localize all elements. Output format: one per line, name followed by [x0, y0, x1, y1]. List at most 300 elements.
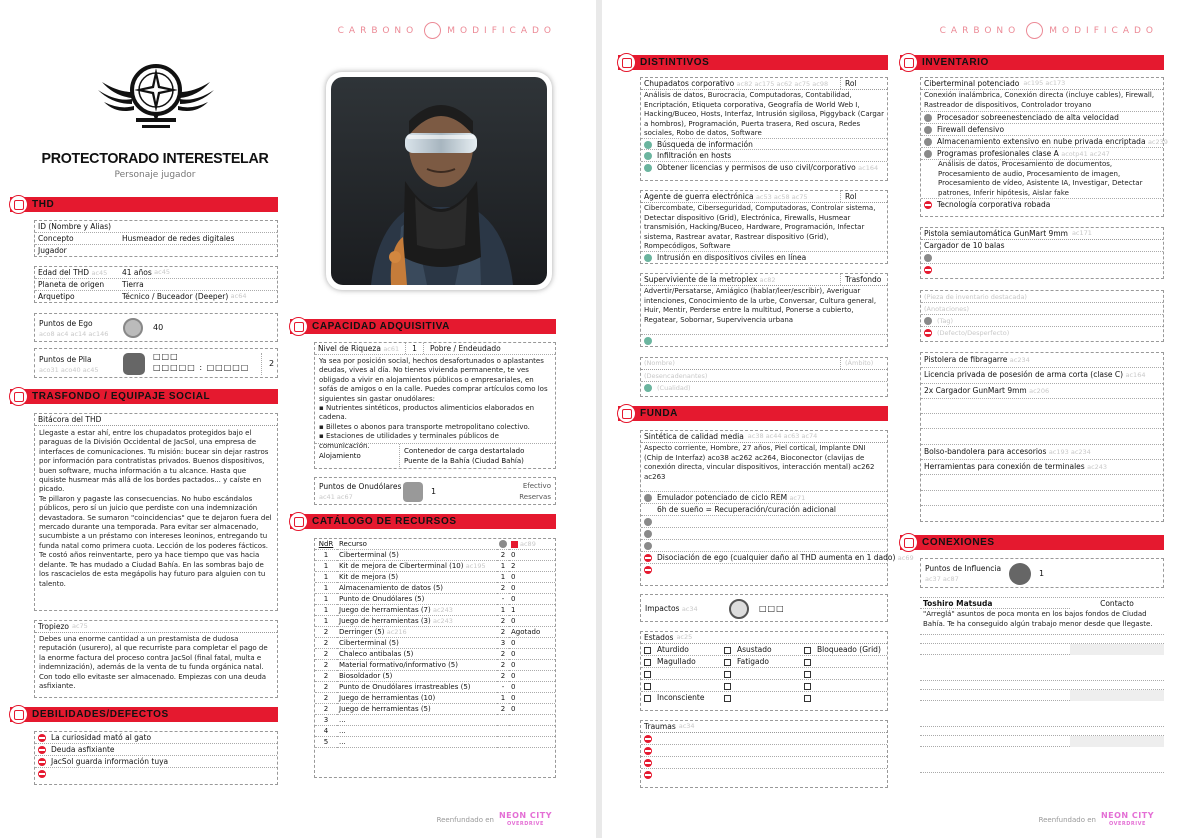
checkbox[interactable] — [804, 683, 811, 690]
item-text: Pistolera de fibragarre — [924, 355, 1008, 364]
inventario-item[interactable] — [921, 429, 1163, 444]
section-capacidad — [290, 319, 556, 334]
pistola-item[interactable] — [921, 240, 1163, 252]
item-annot-field[interactable] — [921, 303, 1163, 315]
row-ndr: 1 — [315, 616, 337, 627]
catalogo-row[interactable] — [315, 660, 555, 671]
recurso-name: Derringer (5) — [339, 628, 385, 636]
defect-icon — [924, 329, 932, 337]
riqueza-bullet: ▪ Estaciones de utilidades y terminales públicos de comunicación. — [319, 432, 499, 450]
distintivo-name: Chupadatos corporativo — [644, 79, 735, 88]
item-name: Pistola semiautomática GunMart 9mm — [924, 229, 1068, 238]
distintivo-desencadenantes[interactable] — [641, 370, 887, 382]
checkbox[interactable] — [724, 671, 731, 678]
estados-row — [641, 680, 887, 692]
influencia-value[interactable]: 1 — [1039, 569, 1045, 578]
thd-row-value: Tierra — [122, 280, 144, 289]
debilidad-item[interactable] — [35, 744, 277, 756]
distintivo-item[interactable] — [641, 334, 887, 346]
catalogo-row[interactable] — [315, 704, 555, 715]
impactos-boxes[interactable]: □□□ — [759, 604, 785, 613]
footer-text: Reenfundado en — [436, 815, 494, 824]
distintivo-desc: Cibercombate, Ciberseguridad, Computadoras, Controlar sistema, Detectar dispositivo (Grid), Electrónica, Firewalls, Husmear transmisión, Hacking/Buceo, Hardware, Programación, Infectar sistema, Rastrear avatar, Rastrear dispositivo (Grid), Rompecódigos, Software — [644, 204, 876, 250]
inventario-item[interactable] — [921, 384, 1163, 399]
col-agotado — [509, 539, 555, 550]
tropiezo-text: Debes una enorme cantidad a un prestamista de dudosa reputación (usurero), al que recurriste para completar el pago de la enorme factura del proceso contra JacSol (final fatal, multa e indemnización), además de la venta de tu funda orgánica natal. Con todo ello evitaste ser almacenado. Empiezas con una deuda asfixiante. — [39, 635, 268, 691]
ref-code: ac45 — [154, 268, 170, 276]
distintivo-item[interactable] — [641, 382, 887, 394]
thd-row-jugador[interactable] — [35, 245, 277, 257]
onudolares-label: Puntos de Onudólares — [319, 482, 402, 491]
pila-label: Puntos de Pila — [39, 355, 92, 364]
inventario-item[interactable] — [921, 506, 1163, 521]
checkbox[interactable] — [644, 695, 651, 702]
distintivo-item[interactable] — [641, 251, 887, 263]
inventario-item[interactable] — [921, 491, 1163, 506]
onudolares-value[interactable]: 1 — [431, 487, 437, 496]
catalogo-row[interactable] — [315, 550, 555, 561]
item-text: Infiltración en hosts — [657, 151, 732, 160]
checkbox[interactable] — [644, 647, 651, 654]
distintivo-header[interactable] — [641, 191, 887, 203]
gear-icon — [924, 150, 932, 158]
bitacora-box[interactable] — [34, 413, 278, 611]
row-recurso — [337, 660, 497, 671]
ref-code: ac61 — [383, 345, 400, 353]
estado-cell[interactable] — [724, 668, 804, 679]
row-ndr: 4 — [315, 726, 337, 737]
row-recurso — [337, 715, 497, 726]
ref-code: ac243 — [1087, 463, 1108, 472]
bitacora-label: Bitácora del THD — [38, 415, 102, 424]
checkbox[interactable] — [804, 647, 811, 654]
alojamiento-line: Puente de la Bahía (Ciudad Bahía) — [404, 457, 524, 465]
plus-icon — [644, 254, 652, 262]
item-text: 6h de sueño = Recuperación/curación adicional — [657, 505, 836, 514]
row-gear: 2 — [497, 583, 509, 594]
impactos-box — [640, 594, 888, 622]
distintivo-item[interactable] — [641, 138, 887, 150]
row-gear: 2 — [497, 704, 509, 715]
item-name-field[interactable] — [921, 291, 1163, 303]
row-gear: - — [497, 594, 509, 605]
inventario-item[interactable] — [921, 460, 1163, 475]
row-gear: 2 — [497, 627, 509, 638]
row-agotado: 0 — [509, 682, 555, 693]
estado-label: Magullado — [657, 657, 696, 666]
contact-name — [920, 644, 1070, 655]
ref-code: ac69 — [897, 554, 914, 562]
pistola-items — [921, 240, 1163, 276]
row-recurso — [337, 682, 497, 693]
contact-desc — [920, 701, 1164, 703]
estado-cell[interactable] — [804, 680, 884, 691]
thd-row-edad[interactable] — [35, 267, 277, 279]
catalogo-row[interactable] — [315, 649, 555, 660]
contact-card[interactable] — [920, 735, 1164, 773]
debilidad-item[interactable] — [35, 768, 277, 780]
faction-title: PROTECTORADO INTERESTELAR — [41, 150, 269, 167]
thd-row-value: 41 años — [122, 268, 152, 277]
thd-row-id[interactable] — [35, 221, 277, 233]
row-ndr: 2 — [315, 693, 337, 704]
catalogo-row[interactable] — [315, 638, 555, 649]
distintivo-block — [640, 77, 888, 181]
contact-card[interactable] — [920, 597, 1164, 635]
catalogo-row[interactable] — [315, 715, 555, 726]
distintivo-header[interactable] — [641, 358, 887, 370]
ref-code: ac171 — [1071, 229, 1092, 237]
col-ndr: NdR — [315, 539, 337, 550]
inventario-list-box — [920, 352, 1164, 522]
inventario-item[interactable] — [921, 368, 1163, 383]
row-agotado: 0 — [509, 616, 555, 627]
row-agotado: 1 — [509, 605, 555, 616]
estado-cell[interactable] — [724, 692, 804, 704]
contact-card[interactable] — [920, 643, 1164, 681]
trauma-item[interactable] — [641, 733, 887, 745]
pila-value[interactable]: 2 — [269, 359, 275, 368]
section-title: FUNDA — [640, 408, 678, 419]
pila-boxes-long[interactable]: □□□□□ : □□□□□ — [153, 363, 250, 372]
network-icon — [1009, 563, 1031, 585]
recurso-name: Biosoldador (5) — [339, 672, 393, 680]
brand-hex-icon — [1026, 22, 1043, 39]
estado-label: Bloqueado (Grid) — [817, 645, 881, 654]
trauma-icon — [644, 735, 652, 743]
item-text: Tecnología corporativa robada — [937, 200, 1051, 209]
estado-label: Fatigado — [737, 657, 769, 666]
funda-item[interactable] — [641, 540, 887, 552]
row-ndr: 1 — [315, 550, 337, 561]
inventario-item[interactable] — [921, 475, 1163, 490]
plus-icon — [644, 152, 652, 160]
row-gear: 2 — [497, 616, 509, 627]
influencia-box — [920, 558, 1164, 588]
ref-code: ac41 ac67 — [319, 493, 353, 501]
bitacora-text — [35, 426, 277, 591]
row-ndr: 2 — [315, 704, 337, 715]
funda-item[interactable] — [641, 528, 887, 540]
bitacora-header — [35, 414, 277, 426]
impactos-label: Impactos — [645, 604, 680, 613]
ciberterminal-item[interactable] — [921, 136, 1168, 148]
debilidades-box — [34, 731, 278, 785]
pila-points-box — [34, 348, 278, 378]
catalogo-row[interactable] — [315, 583, 555, 594]
estados-row — [641, 668, 887, 680]
bitacora-paragraph: Llegaste a estar ahí, entre los chupadatos protegidos bajo el paraguas de la División Occidental de JacSol, una empresa de interfaces de comunicaciones. Tu misión: bucear sin dejar rastros por información para contratistas privados. Buenos dispositivos, buen software, mucha información a tu alcance. Hasta que quisiste husmear más allá de los bordes pactados... y caíste en picado. — [39, 429, 269, 494]
estado-cell[interactable] — [644, 656, 724, 667]
funda-item[interactable] — [641, 564, 887, 576]
thd-row-concepto[interactable] — [35, 233, 277, 245]
checkbox[interactable] — [724, 659, 731, 666]
checkbox[interactable] — [644, 683, 651, 690]
ref-code: ac25 — [676, 633, 693, 641]
checkbox[interactable] — [724, 647, 731, 654]
recurso-name: Juego de herramientas (7) — [339, 606, 431, 614]
tropiezo-label: Tropiezo — [38, 622, 69, 631]
recurso-name: Kit de mejora de Ciberterminal (10) — [339, 562, 464, 570]
inventario-item[interactable] — [921, 353, 1163, 368]
row-ndr: 2 — [315, 638, 337, 649]
row-gear: 2 — [497, 660, 509, 671]
defect-icon — [924, 201, 932, 209]
row-recurso — [337, 605, 497, 616]
trauma-item[interactable] — [641, 745, 887, 757]
item-text: Intrusión en dispositivos civiles en línea — [657, 253, 807, 262]
estado-cell[interactable] — [804, 644, 884, 655]
row-gear: 1 — [497, 693, 509, 704]
alojamiento-row[interactable] — [315, 443, 555, 469]
row-gear: 2 — [497, 649, 509, 660]
distintivo-header[interactable] — [641, 78, 887, 90]
catalogo-row[interactable] — [315, 671, 555, 682]
estado-cell[interactable] — [724, 644, 804, 655]
efectivo-label: Efectivo — [522, 482, 551, 490]
row-agotado: Agotado — [509, 627, 555, 638]
item-desc: Conexión inalámbrica, Conexión directa (incluye cables), Firewall, Rastreador de dispositivos, Controlador troyano — [924, 91, 1155, 109]
section-funda — [618, 406, 888, 421]
ref-code: ac234 — [1009, 356, 1030, 364]
debilidad-item[interactable] — [35, 756, 277, 768]
row-gear: 1 — [497, 561, 509, 572]
row-gear: 2 — [497, 671, 509, 682]
defect-icon — [38, 770, 46, 778]
checkbox[interactable] — [644, 671, 651, 678]
pila-boxes-short[interactable]: □□□ — [153, 352, 179, 361]
defect-icon — [38, 758, 46, 766]
thd-identity-box — [34, 220, 278, 257]
catalogo-row[interactable] — [315, 682, 555, 693]
item-text: Obtener licencias y permisos de uso civil/corporativo — [657, 163, 856, 172]
checkbox[interactable] — [804, 695, 811, 702]
placeholder-text: (Anotaciones) — [924, 305, 970, 313]
influencia-label: Puntos de Influencia — [925, 564, 1002, 573]
row-agotado: 0 — [509, 572, 555, 583]
estado-cell[interactable] — [644, 644, 724, 655]
contact-type — [1070, 736, 1164, 747]
thd-row-label: ID (Nombre y Alias) — [38, 222, 112, 231]
thd-origin-box — [34, 266, 278, 303]
character-portrait — [326, 72, 552, 290]
row-recurso — [337, 737, 497, 748]
inventario-item[interactable] — [921, 414, 1163, 429]
row-recurso — [337, 594, 497, 605]
funda-item[interactable] — [641, 552, 914, 564]
estado-cell[interactable] — [804, 668, 884, 679]
catalogo-row[interactable] — [315, 627, 555, 638]
ciberterminal-item[interactable] — [921, 199, 1163, 211]
ref-code: aco31 aco40 ac45 — [39, 366, 99, 374]
section-title: DISTINTIVOS — [640, 57, 710, 68]
row-agotado: 0 — [509, 671, 555, 682]
gear-icon — [924, 114, 932, 122]
ciberterminal-header[interactable] — [921, 78, 1163, 90]
ciberterminal-item[interactable] — [921, 112, 1163, 124]
debilidad-item[interactable] — [35, 732, 277, 744]
catalogo-row[interactable] — [315, 561, 555, 572]
recurso-name: ... — [339, 738, 346, 746]
recurso-name: Kit de mejora (5) — [339, 573, 399, 581]
faction-emblem — [96, 52, 216, 142]
row-agotado: 0 — [509, 594, 555, 605]
row-gear: 1 — [497, 572, 509, 583]
checkbox[interactable] — [804, 671, 811, 678]
ego-points-box — [34, 313, 278, 342]
section-title: TRASFONDO / EQUIPAJE SOCIAL — [32, 391, 211, 402]
item-text: Emulador potenciado de ciclo REM — [657, 493, 788, 502]
funda-item[interactable] — [641, 492, 887, 504]
trauma-icon — [644, 759, 652, 767]
placeholder-text: (Tag) — [937, 317, 954, 325]
funda-header[interactable] — [641, 431, 887, 443]
distintivo-header[interactable] — [641, 274, 887, 286]
row-recurso — [337, 616, 497, 627]
ciberterminal-items — [921, 111, 1168, 211]
row-gear — [497, 715, 509, 726]
pistola-item[interactable] — [921, 252, 1163, 264]
inventario-item[interactable] — [921, 445, 1163, 460]
pistola-item[interactable] — [921, 264, 1163, 276]
ref-code: ac195 — [465, 562, 486, 570]
thd-row-value: Técnico / Buceador (Deeper) — [122, 292, 229, 301]
defect-icon — [38, 746, 46, 754]
placeholder-text: (Pieza de inventario destacada) — [924, 293, 1027, 301]
placeholder-text: (Defecto/Desperfecto) — [937, 329, 1010, 337]
catalogo-row[interactable] — [315, 693, 555, 704]
recurso-name: ... — [339, 716, 346, 724]
funda-item-list — [641, 491, 914, 576]
ref-code: ac82 — [759, 276, 776, 284]
item-defect-field[interactable] — [921, 327, 1163, 339]
estado-cell[interactable] — [724, 680, 804, 691]
footer — [437, 813, 552, 826]
distintivo-block — [640, 190, 888, 264]
thd-row-value: Husmeador de redes digitales — [122, 234, 235, 243]
distintivo-block — [640, 273, 888, 347]
ref-code: ac71 — [789, 494, 806, 502]
section-trasfondo — [10, 389, 278, 404]
row-agotado: 0 — [509, 649, 555, 660]
ref-code: ac37 ac87 — [925, 575, 959, 583]
estado-cell[interactable] — [804, 692, 884, 704]
inventario-item[interactable] — [921, 399, 1163, 414]
catalogo-row[interactable] — [315, 726, 555, 737]
funda-item[interactable] — [641, 504, 887, 516]
ego-label: Puntos de Ego — [39, 319, 93, 328]
trauma-item[interactable] — [641, 757, 887, 769]
funda-item[interactable] — [641, 516, 887, 528]
item-tag-field[interactable] — [921, 315, 1163, 327]
riqueza-row[interactable] — [315, 343, 555, 355]
estado-cell[interactable] — [724, 656, 804, 667]
item-text: Búsqueda de información — [657, 140, 753, 149]
reservas-label: Reservas — [519, 493, 551, 501]
catalogo-row[interactable] — [315, 616, 555, 627]
defect-icon — [38, 734, 46, 742]
section-title: CONEXIONES — [922, 537, 995, 548]
plus-icon — [644, 337, 652, 345]
catalogo-row[interactable] — [315, 605, 555, 616]
thd-row-label: Arquetipo — [38, 292, 75, 301]
section-inventario — [900, 55, 1164, 70]
checkbox[interactable] — [644, 659, 651, 666]
contact-type — [1070, 690, 1164, 701]
pistola-header[interactable] — [921, 228, 1163, 240]
item-name: Ciberterminal potenciado — [924, 79, 1020, 88]
riqueza-desc-text: Ya sea por posición social, hechos desafortunados o aplastantes deudas, vives al día. No tienes vivienda permanente, te ves obligado a vivir en alojamientos públicos o empresariales, en sofás de amigos o en la calle. Puedes comprar artículos como los siguientes sin gastar onudólares: — [319, 357, 548, 403]
estado-cell[interactable] — [644, 680, 724, 691]
gear-icon — [644, 518, 652, 526]
row-recurso — [337, 704, 497, 715]
thd-row-planeta[interactable] — [35, 279, 277, 291]
estado-cell[interactable] — [644, 668, 724, 679]
estado-cell[interactable] — [804, 656, 884, 667]
row-gear: 2 — [497, 550, 509, 561]
row-ndr: 3 — [315, 715, 337, 726]
trauma-icon — [644, 747, 652, 755]
section-hex-icon — [617, 404, 636, 423]
catalogo-box — [314, 538, 556, 778]
catalogo-row[interactable] — [315, 594, 555, 605]
thd-row-arquetipo[interactable] — [35, 291, 277, 303]
catalogo-row[interactable] — [315, 572, 555, 583]
plus-icon — [644, 164, 652, 172]
thd-row-label: Edad del THD — [38, 268, 90, 277]
ref-code: ac206 — [1029, 386, 1050, 395]
distintivo-name: Superviviente de la metroplex — [644, 275, 758, 284]
riqueza-label: Nivel de Riqueza — [318, 344, 381, 353]
traumas-label: Traumas — [644, 722, 676, 731]
contact-card[interactable] — [920, 689, 1164, 727]
ciberterminal-item[interactable] — [921, 124, 1163, 136]
tropiezo-box[interactable] — [34, 620, 278, 698]
distintivo-item[interactable] — [641, 150, 887, 162]
trauma-item[interactable] — [641, 769, 887, 781]
traumas-header — [641, 721, 887, 733]
distintivo-item[interactable] — [641, 162, 887, 174]
row-ndr: 1 — [315, 594, 337, 605]
traumas-box — [640, 720, 888, 788]
ego-value[interactable]: 40 — [153, 323, 164, 332]
item-text: Bolso-bandolera para accesorios — [924, 446, 1047, 456]
checkbox[interactable] — [804, 659, 811, 666]
recurso-name: Material formativo/informativo (5) — [339, 661, 458, 669]
estado-cell[interactable] — [644, 692, 724, 704]
catalogo-header-row — [315, 539, 555, 550]
item-text: Análisis de datos, Procesamiento de documentos, Procesamiento de audio, Procesamiento de imagen, Procesamiento de vídeo, Asistente IA, Investigar, Detectar patrones, Inferir hipótesis, Aislar fake — [938, 160, 1143, 197]
row-recurso — [337, 726, 497, 737]
contact-desc — [920, 655, 1164, 657]
row-ndr: 2 — [315, 682, 337, 693]
alojamiento-line: Contenedor de carga destartalado — [404, 447, 525, 455]
section-hex-icon — [617, 53, 636, 72]
catalogo-row[interactable] — [315, 737, 555, 748]
row-gear: 3 — [497, 638, 509, 649]
recurso-name: Juego de herramientas (5) — [339, 705, 431, 713]
row-recurso — [337, 693, 497, 704]
tropiezo-header — [35, 621, 277, 633]
ciberterminal-item[interactable] — [921, 148, 1163, 160]
checkbox[interactable] — [724, 683, 731, 690]
ego-icon — [123, 318, 143, 338]
gear-icon — [924, 138, 932, 146]
checkbox[interactable] — [724, 695, 731, 702]
section-thd — [10, 197, 278, 212]
ciberterminal-item[interactable] — [921, 160, 1163, 199]
row-agotado: 0 — [509, 583, 555, 594]
